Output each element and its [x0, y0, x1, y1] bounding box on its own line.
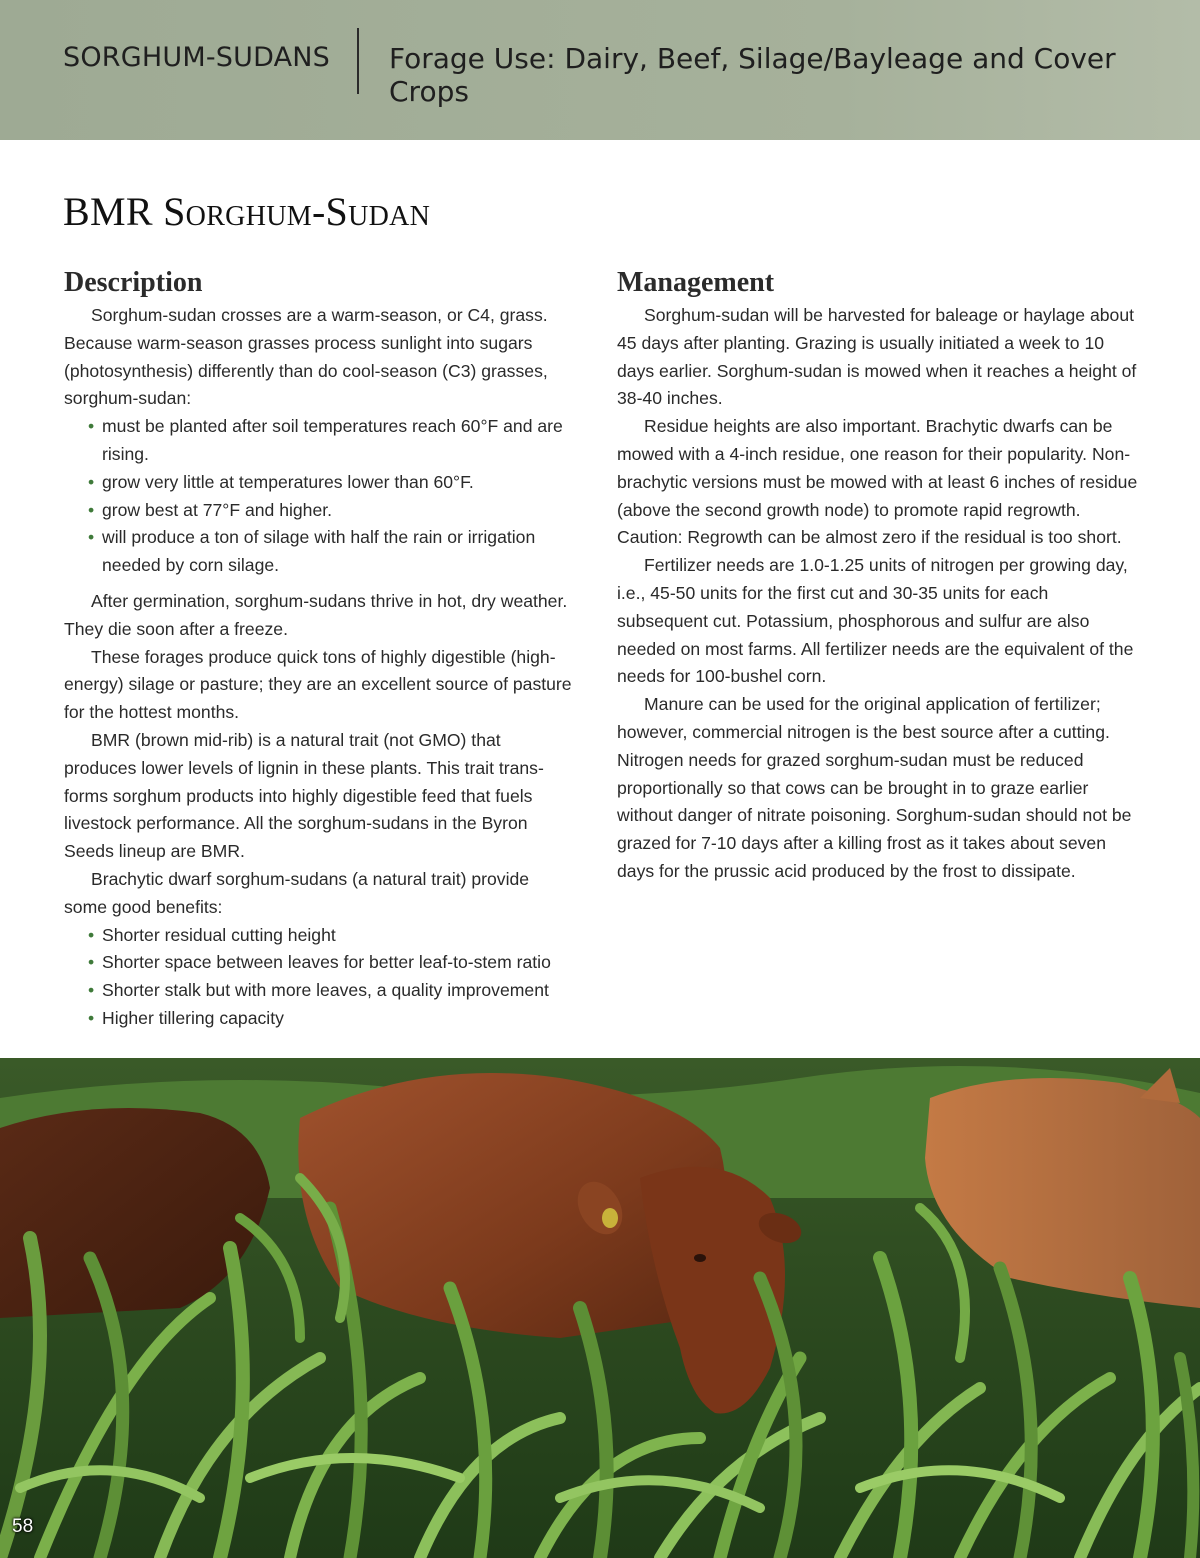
- management-heading: Management: [617, 267, 775, 298]
- description-paragraph: After germination, sorghum-sudans thrive in hot, dry weather. They die soon after a freeze.: [64, 590, 568, 639]
- description-paragraph: These forages produce quick tons of highly digestible (high-energy) silage or pasture; they are an excellent source of pasture for the hottest months.: [64, 646, 572, 723]
- management-paragraph: Residue heights are also important. Brachytic dwarfs can be mowed with a 4-inch residue, one reason for their popularity. Non-brachytic versions must be mowed with at least 6 inches of residue (above the second growth node) to promote rapid regrowth. Caution: Regrowth can be almost zero if the residual is too short.: [617, 416, 1138, 548]
- description-column: [64, 266, 574, 1033]
- list-item: • will produce a ton of silage with half the rain or irrigation needed by corn silage.: [88, 524, 574, 580]
- description-bullets: [64, 413, 574, 580]
- list-item: • grow very little at temperatures lower than 60°F.: [88, 469, 574, 497]
- list-item: • grow best at 77°F and higher.: [88, 497, 574, 525]
- management-column: [617, 266, 1142, 886]
- management-paragraph: Sorghum-sudan will be harvested for baleage or haylage about 45 days after planting. Grazing is usually initiated a week to 10 days earlier. Sorghum-sudan is mowed when it reaches a height of 38-40 inches.: [617, 305, 1137, 409]
- header-divider: [357, 28, 359, 94]
- management-paragraph: Fertilizer needs are 1.0-1.25 units of nitrogen per growing day, i.e., 45-50 units for the first cut and 30-35 units for each subsequent cut. Potassium, phosphorous and sulfur are also needed on most farms. All fertilizer needs are the equivalent of the needs for 100-bushel corn.: [617, 555, 1134, 687]
- title-name: Sorghum-Sudan: [163, 189, 431, 234]
- list-item: • Higher tillering capacity: [88, 1005, 574, 1033]
- cattle-grazing-photo: [0, 1058, 1200, 1558]
- page-header: [0, 0, 1200, 140]
- list-item: • Shorter stalk but with more leaves, a quality improvement: [88, 977, 574, 1005]
- cattle-grazing-illustration: [0, 1058, 1200, 1558]
- list-item: • Shorter space between leaves for better leaf-to-stem ratio: [88, 949, 574, 977]
- description-intro: Sorghum-sudan crosses are a warm-season, or C4, grass. Because warm-season grasses process sunlight into sugars (photosynthesis) differently than do cool-season (C3) grasses, sorghum-sudan:: [64, 305, 548, 409]
- section-title: SORGHUM-SUDANS: [63, 42, 330, 73]
- description-paragraph: Brachytic dwarf sorghum-sudans (a natural trait) provide some good benefits:: [64, 868, 530, 917]
- description-paragraph: BMR (brown mid-rib) is a natural trait (not GMO) that produces lower levels of lignin in these plants. This trait transforms sorghum products into highly digestible feed that fuels livestock performance. All the sorghum-sudans in the Byron Seeds lineup are BMR.: [64, 729, 544, 862]
- benefit-bullets: [64, 922, 574, 1033]
- forage-use: Forage Use: Dairy, Beef, Silage/Bayleage and Cover Crops: [389, 42, 1116, 108]
- list-item: • Shorter residual cutting height: [88, 922, 574, 950]
- page-number: 58: [12, 1516, 34, 1537]
- title-bmr: BMR: [63, 189, 153, 234]
- description-heading: Description: [64, 267, 203, 298]
- list-item: • must be planted after soil temperatures reach 60°F and are rising.: [88, 413, 574, 469]
- management-paragraph: Manure can be used for the original application of fertilizer; however, commercial nitrogen is the best source after a cutting. Nitrogen needs for grazed sorghum-sudan must be reduced proportionally so that cows can be brought in to graze earlier without danger of nitrate poisoning. Sorghum-sudan should not be grazed for 7-10 days after a killing frost as it takes about seven days for the prussic acid produced by the frost to dissipate.: [617, 694, 1132, 881]
- page-title: [63, 188, 430, 235]
